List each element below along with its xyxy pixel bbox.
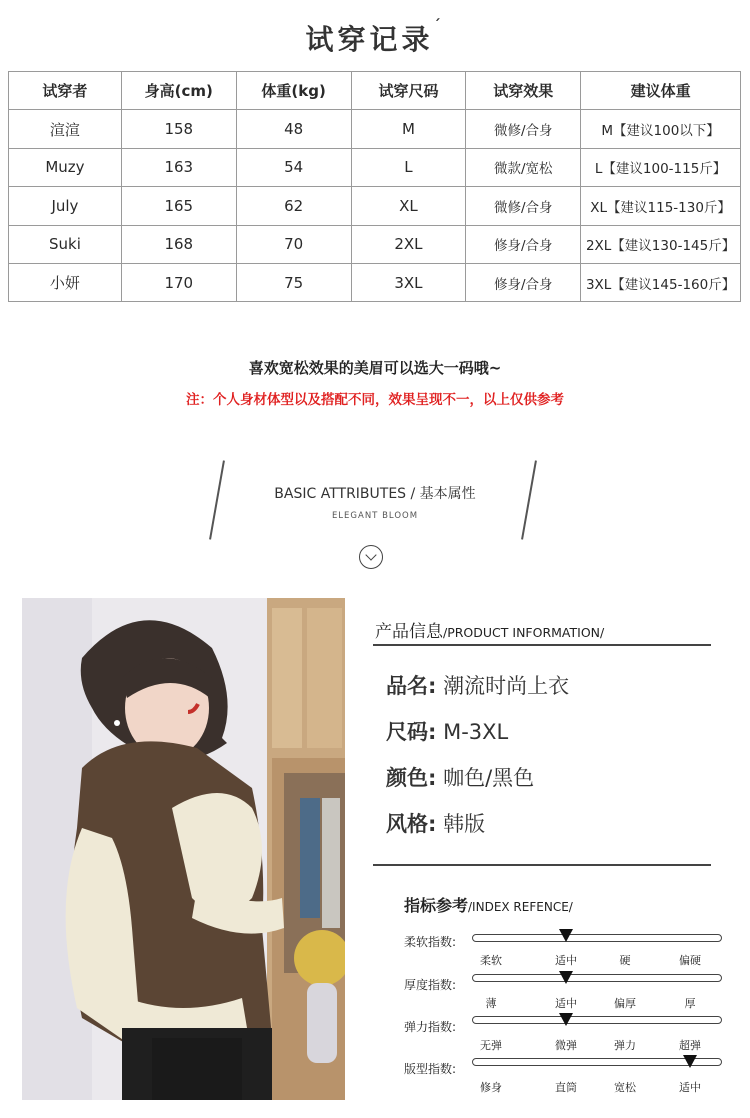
cell-weight: 75 [236,263,351,301]
cell-height: 165 [121,187,236,225]
cell-tester: 小妍 [9,263,122,301]
product-info-bottom-rule [373,864,711,866]
elasticity-index-label: 弹力指数: [404,1020,457,1034]
cell-suggested-weight: 2XL【建议130-145斤】 [581,225,741,263]
elasticity-tick: 无弹 [480,1039,502,1052]
model-wearing-jacket-image [22,598,345,1100]
product-info-top-rule [373,644,711,646]
header-suggested-weight: 建议体重 [581,72,741,110]
elasticity-tick: 弹力 [614,1039,636,1052]
index-reference-heading [404,893,573,916]
header-weight: 体重(kg) [236,72,351,110]
disclaimer-note: 注：个人身材体型以及搭配不同，效果呈现不一，以上仅供参考 [186,392,564,408]
cell-height: 168 [121,225,236,263]
index-reference-heading-cn: 指标参考 [404,896,469,915]
product-name-value: 潮流时尚上衣 [443,674,570,698]
cell-effect: 微修/合身 [466,187,581,225]
thickness-tick: 厚 [684,997,696,1010]
softness-tick: 偏硬 [679,954,701,967]
cell-effect: 修身/合身 [466,225,581,263]
cell-suggested-weight: 3XL【建议145-160斤】 [581,263,741,301]
product-color-row [386,762,534,792]
softness-tick: 适中 [555,954,577,967]
elasticity-index-bar [472,1016,722,1024]
cell-tester: Muzy [9,148,122,186]
cell-height: 170 [121,263,236,301]
cell-weight: 70 [236,225,351,263]
fit-index-marker [683,1055,697,1068]
fit-tick: 直筒 [555,1081,577,1094]
elasticity-tick: 微弹 [555,1039,577,1052]
cell-height: 158 [121,110,236,148]
header-size: 试穿尺码 [351,72,466,110]
thickness-index-bar [472,974,722,982]
cell-tester: 渲渲 [9,110,122,148]
trial-record-title-text: 试穿记录 [305,23,434,56]
product-size-row [386,716,508,746]
table-row [9,187,741,225]
trial-record-table [8,71,741,302]
cell-weight: 54 [236,148,351,186]
product-name-label: 品名: [386,674,437,698]
cell-effect: 微款/宽松 [466,148,581,186]
cell-effect: 修身/合身 [466,263,581,301]
softness-tick: 柔软 [480,954,502,967]
thickness-tick: 薄 [485,997,497,1010]
softness-index-bar [472,934,722,942]
sparkle-icon: ˊ [433,18,445,34]
header-effect: 试穿效果 [466,72,581,110]
cell-size: 3XL [351,263,466,301]
fit-tick: 宽松 [614,1081,636,1094]
cell-size: M [351,110,466,148]
product-info-heading-cn: 产品信息 [375,622,443,642]
basic-attributes-subtitle: ELEGANT BLOOM [331,511,419,521]
cell-size: L [351,148,466,186]
product-size-label: 尺码: [386,720,437,744]
table-row [9,225,741,263]
thickness-tick: 偏厚 [614,997,636,1010]
softness-index-marker [559,929,573,942]
product-name-row [386,670,569,700]
cell-suggested-weight: L【建议100-115斤】 [581,148,741,186]
cell-tester: July [9,187,122,225]
product-size-value: M-3XL [443,720,509,744]
product-info-heading-en: /PRODUCT INFORMATION/ [443,625,605,640]
header-height: 身高(cm) [121,72,236,110]
cell-size: XL [351,187,466,225]
table-row [9,148,741,186]
cell-effect: 微修/合身 [466,110,581,148]
basic-attributes-title: BASIC ATTRIBUTES / 基本属性 [274,486,476,502]
softness-tick: 硬 [619,954,631,967]
index-reference-heading-en: /INDEX REFENCE/ [468,900,573,914]
trial-record-title [0,18,750,58]
product-color-label: 颜色: [386,766,437,790]
size-up-tip: 喜欢宽松效果的美眉可以选大一码哦~ [248,359,502,377]
product-style-value: 韩版 [443,812,486,836]
product-color-value: 咖色/黑色 [443,766,535,790]
product-style-row [386,808,485,838]
product-photo [22,598,345,1100]
table-header-row [9,72,741,110]
product-style-label: 风格: [386,812,437,836]
fit-tick: 修身 [480,1081,502,1094]
thickness-tick: 适中 [555,997,577,1010]
cell-height: 163 [121,148,236,186]
fit-index-label: 版型指数: [404,1062,457,1076]
thickness-index-label: 厚度指数: [404,978,457,992]
cell-suggested-weight: XL【建议115-130斤】 [581,187,741,225]
table-row [9,110,741,148]
cell-suggested-weight: M【建议100以下】 [581,110,741,148]
elasticity-tick: 超弹 [679,1039,701,1052]
cell-weight: 48 [236,110,351,148]
cell-tester: Suki [9,225,122,263]
thickness-index-marker [559,971,573,984]
cell-weight: 62 [236,187,351,225]
header-tester: 试穿者 [9,72,122,110]
cell-size: 2XL [351,225,466,263]
fit-tick: 适中 [679,1081,701,1094]
elasticity-index-marker [559,1013,573,1026]
chevron-down-icon[interactable] [359,545,383,569]
softness-index-label: 柔软指数: [404,935,457,949]
table-row [9,263,741,301]
product-info-heading [375,617,604,642]
